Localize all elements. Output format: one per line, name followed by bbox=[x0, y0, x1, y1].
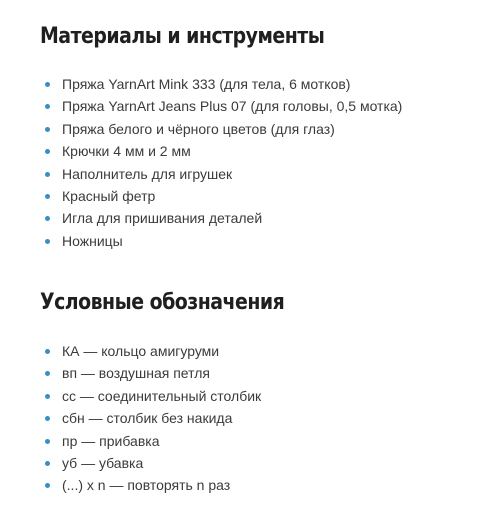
legend-list-item bbox=[44, 474, 261, 496]
materials-item-text: Крючки 4 мм и 2 мм bbox=[62, 143, 191, 160]
materials-list-item bbox=[44, 118, 402, 140]
legend-item-text: пр — прибавка bbox=[62, 432, 160, 449]
bullet-dot-icon bbox=[45, 394, 50, 399]
bullet-dot-icon bbox=[45, 104, 50, 109]
bullet-dot-icon bbox=[45, 416, 50, 421]
materials-item-text: Красный фетр bbox=[62, 187, 156, 204]
bullet-dot-icon bbox=[45, 216, 50, 221]
legend-item-text: сбн — столбик без накида bbox=[62, 410, 233, 427]
materials-item-text: Игла для пришивания деталей bbox=[62, 210, 263, 227]
legend-list-item bbox=[44, 430, 261, 452]
materials-item-text: Пряжа YarnArt Mink 333 (для тела, 6 мотков) bbox=[62, 76, 351, 92]
legend-item-text: вп — воздушная петля bbox=[62, 365, 210, 382]
materials-list-item bbox=[44, 207, 402, 229]
materials-list bbox=[44, 73, 402, 252]
materials-list-item bbox=[44, 95, 402, 117]
materials-list-item bbox=[44, 140, 402, 162]
bullet-dot-icon bbox=[45, 149, 50, 154]
bullet-dot-icon bbox=[45, 461, 50, 466]
legend-item-text: сс — соединительный столбик bbox=[62, 387, 262, 404]
materials-item-text: Наполнитель для игрушек bbox=[62, 165, 233, 182]
materials-list-item bbox=[44, 73, 402, 95]
bullet-dot-icon bbox=[45, 349, 50, 354]
legend-list-item bbox=[44, 362, 261, 384]
materials-list-item bbox=[44, 230, 402, 252]
bullet-dot-icon bbox=[45, 483, 50, 488]
bullet-dot-icon bbox=[45, 82, 50, 87]
bullet-dot-icon bbox=[45, 371, 50, 376]
legend-list-item bbox=[44, 385, 261, 407]
legend-item-text: (...) х n — повторять n раз bbox=[62, 477, 231, 494]
materials-heading: Материалы и инструменты bbox=[40, 24, 325, 49]
materials-list-item bbox=[44, 163, 402, 185]
legend-item-text: уб — убавка bbox=[62, 454, 144, 471]
legend-item-text: КА — кольцо амигуруми bbox=[62, 343, 220, 359]
bullet-dot-icon bbox=[45, 439, 50, 444]
legend-list-item bbox=[44, 340, 261, 362]
bullet-dot-icon bbox=[45, 239, 50, 244]
legend-list-item bbox=[44, 452, 261, 474]
legend-heading: Условные обозначения bbox=[40, 290, 285, 315]
bullet-dot-icon bbox=[45, 127, 50, 132]
materials-list-item bbox=[44, 185, 402, 207]
bullet-dot-icon bbox=[45, 194, 50, 199]
materials-item-text: Пряжа YarnArt Jeans Plus 07 (для головы, 0,5 мотка) bbox=[62, 98, 403, 115]
bullet-dot-icon bbox=[45, 172, 50, 177]
legend-list bbox=[44, 340, 261, 497]
materials-item-text: Пряжа белого и чёрного цветов (для глаз) bbox=[62, 120, 335, 137]
legend-list-item bbox=[44, 407, 261, 429]
materials-item-text: Ножницы bbox=[62, 232, 123, 249]
